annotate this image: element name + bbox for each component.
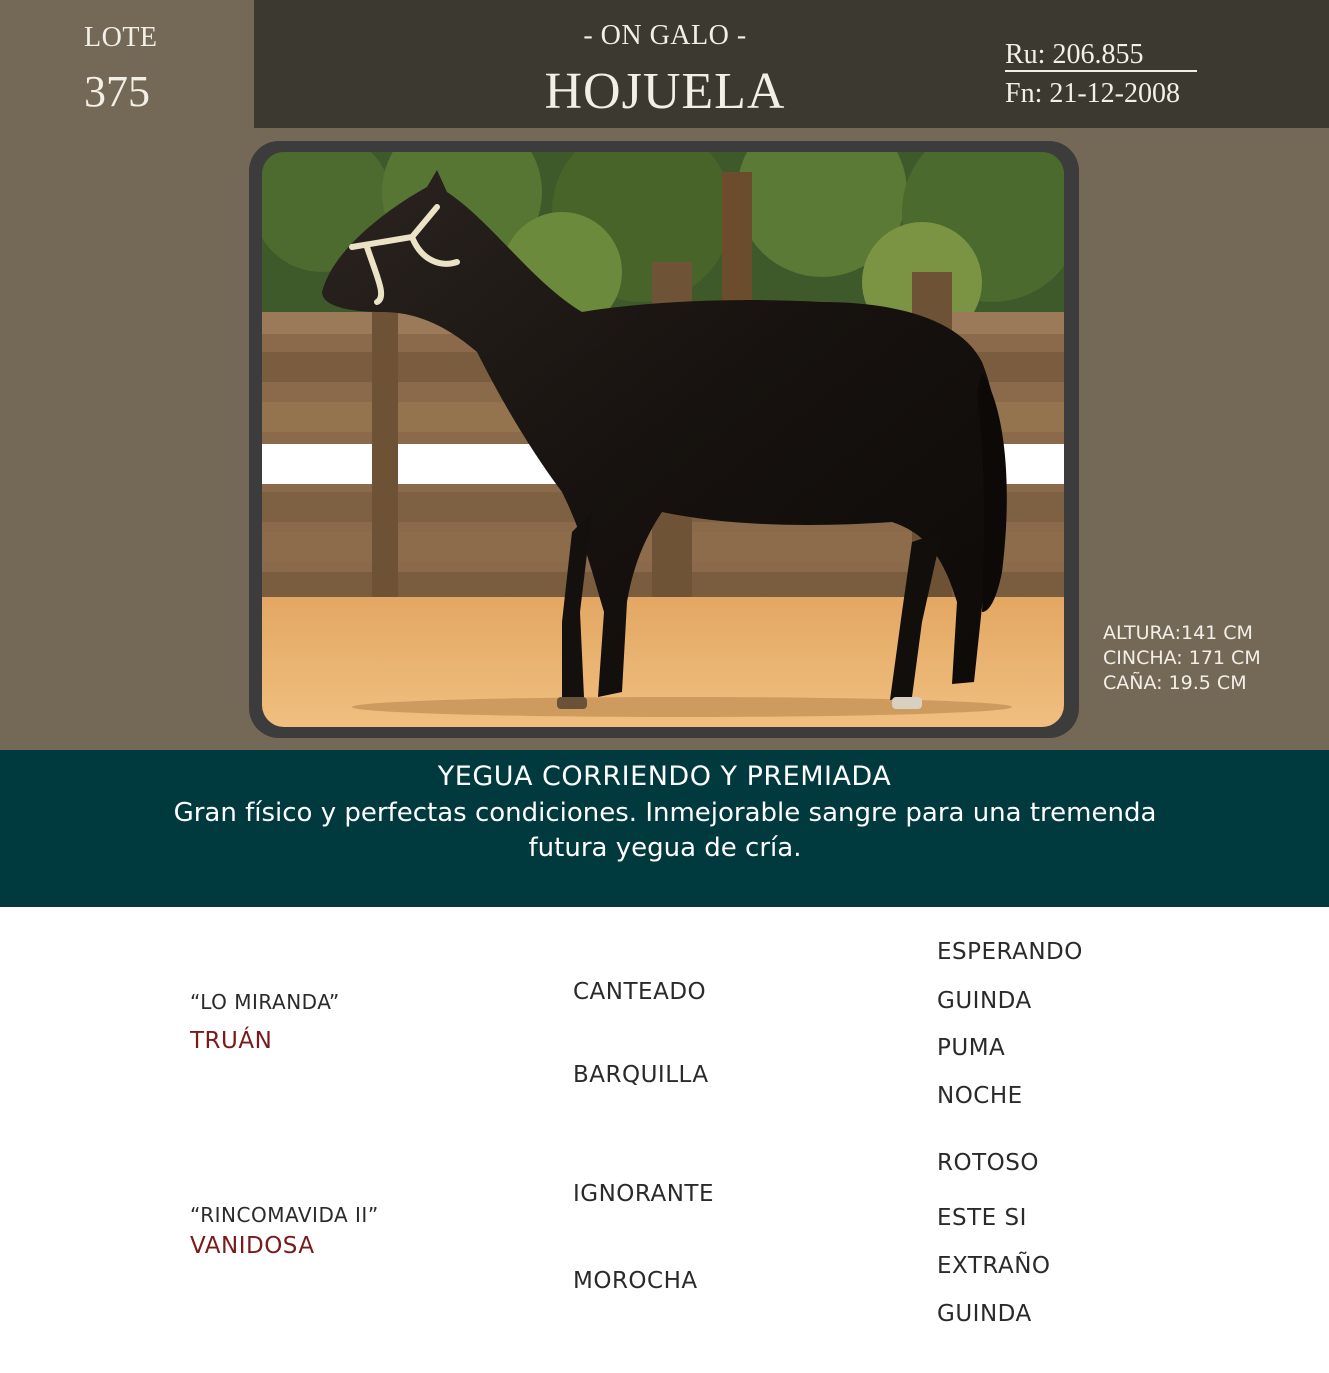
pedigree-grandparent: CANTEADO — [573, 979, 707, 1005]
measurement-girth: CINCHA: 171 CM — [1103, 647, 1261, 669]
pedigree-grandparent: MOROCHA — [573, 1268, 698, 1294]
lote-number: 375 — [84, 67, 150, 116]
pedigree-grandparent: BARQUILLA — [573, 1062, 709, 1088]
pedigree-great-grandparent: GUINDA — [937, 988, 1032, 1014]
lote-label: LOTE — [84, 22, 158, 53]
pedigree-great-grandparent: ROTOSO — [937, 1150, 1039, 1176]
description-title: YEGUA CORRIENDO Y PREMIADA — [437, 761, 892, 792]
birth-date: Fn: 21-12-2008 — [1005, 78, 1180, 109]
pedigree-great-grandparent: ESPERANDO — [937, 939, 1083, 965]
pedigree-parent-upper: TRUÁN — [190, 1028, 273, 1054]
pedigree-great-grandparent: EXTRAÑO — [937, 1253, 1051, 1279]
pedigree-great-grandparent: NOCHE — [937, 1083, 1023, 1109]
pedigree-great-grandparent: ESTE SI — [937, 1205, 1027, 1231]
pedigree-breeder-lower: “RINCOMAVIDA II” — [190, 1203, 379, 1227]
pedigree-great-grandparent: GUINDA — [937, 1301, 1032, 1327]
sire-line: - ON GALO - — [583, 20, 747, 51]
measurement-cannon: CAÑA: 19.5 CM — [1103, 672, 1247, 694]
measurement-height: ALTURA:141 CM — [1103, 622, 1253, 644]
pedigree-parent-lower: VANIDOSA — [190, 1233, 315, 1259]
description-text: Gran físico y perfectas condiciones. Inmejorable sangre para una tremenda futura yegua de cría. — [173, 798, 1157, 863]
pedigree-grandparent: IGNORANTE — [573, 1181, 714, 1207]
measurements — [1103, 621, 1261, 696]
horse-photo — [262, 152, 1064, 727]
horse-name: HOJUELA — [544, 63, 786, 120]
pedigree-breeder-upper: “LO MIRANDA” — [190, 990, 340, 1014]
pedigree-great-grandparent: PUMA — [937, 1035, 1006, 1061]
registration-number: Ru: 206.855 — [1005, 40, 1197, 72]
